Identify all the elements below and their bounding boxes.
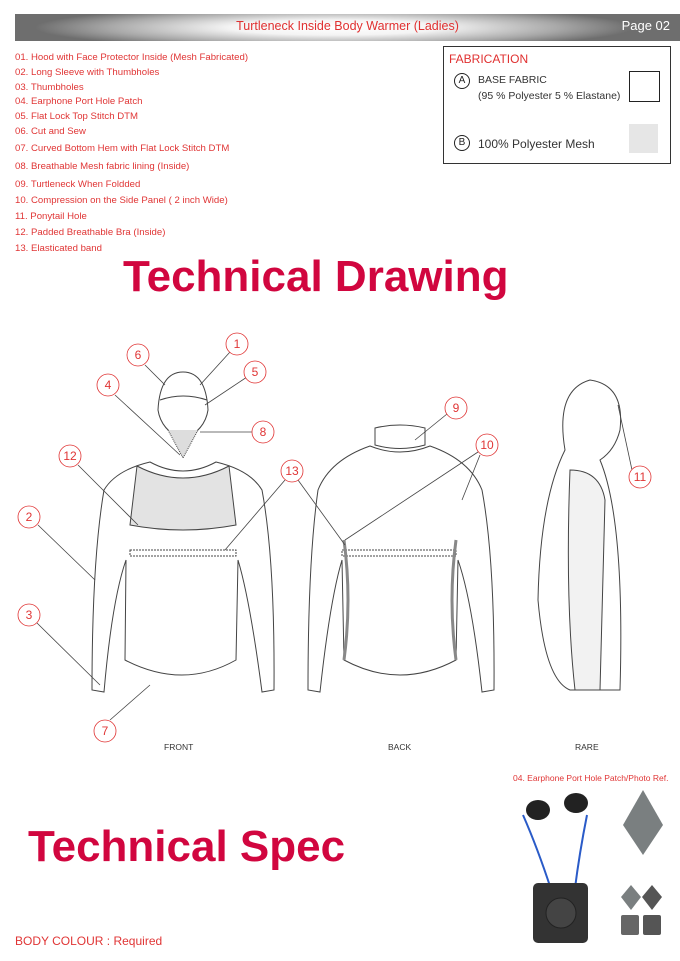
feature-item: 10. Compression on the Side Panel ( 2 inch Wide): [15, 195, 228, 206]
side-view-drawing: [538, 380, 621, 690]
callout-7: 7: [101, 724, 109, 738]
feature-item: 06. Cut and Sew: [15, 126, 86, 137]
back-view-drawing: [308, 425, 494, 692]
callout-4: 4: [104, 378, 112, 392]
callout-leaders: [37, 352, 632, 720]
fabric-b-marker: B: [454, 135, 470, 151]
feature-item: 07. Curved Bottom Hem with Flat Lock Stitch DTM: [15, 143, 230, 154]
fabrication-heading: FABRICATION: [449, 52, 529, 66]
fabric-b-name: 100% Polyester Mesh: [478, 137, 595, 151]
feature-item: 02. Long Sleeve with Thumbholes: [15, 67, 160, 78]
back-view-label: BACK: [388, 742, 412, 752]
feature-item: 08. Breathable Mesh fabric lining (Inside): [15, 161, 190, 172]
fabric-a-marker: A: [454, 73, 470, 89]
body-colour-note: BODY COLOUR : Required: [15, 934, 163, 948]
feature-item: 01. Hood with Face Protector Inside (Mesh Fabricated): [15, 52, 249, 63]
front-view-drawing: [92, 372, 274, 692]
technical-drawing-title: Technical Drawing: [123, 252, 509, 301]
side-view-label: RARE: [575, 742, 599, 752]
feature-item: 05. Flat Lock Top Stitch DTM: [15, 111, 138, 122]
feature-item: 13. Elasticated band: [15, 243, 102, 254]
feature-item: 03. Thumbholes: [15, 82, 84, 93]
callout-1: 1: [233, 337, 241, 351]
feature-item: 11. Ponytail Hole: [15, 211, 87, 222]
callout-11: 11: [633, 470, 647, 484]
callout-9: 9: [452, 401, 460, 415]
front-view-label: FRONT: [164, 742, 194, 752]
feature-item: 09. Turtleneck When Foldded: [15, 179, 141, 190]
callout-markers: [18, 333, 651, 742]
callout-3: 3: [25, 608, 33, 622]
page-number: Page 02: [621, 18, 670, 33]
earphone-patch-photo: [505, 785, 680, 950]
callout-8: 8: [259, 425, 267, 439]
callout-13: 13: [285, 464, 299, 478]
callout-6: 6: [134, 348, 142, 362]
feature-item: 12. Padded Breathable Bra (Inside): [15, 227, 166, 238]
photo-caption: 04. Earphone Port Hole Patch/Photo Ref.: [513, 773, 669, 783]
callout-5: 5: [251, 365, 259, 379]
document-title: Turtleneck Inside Body Warmer (Ladies): [236, 19, 459, 33]
callout-12: 12: [63, 449, 77, 463]
technical-spec-title: Technical Spec: [28, 822, 346, 871]
feature-item: 04. Earphone Port Hole Patch: [15, 96, 143, 107]
callout-10: 10: [480, 438, 494, 452]
fabric-a-composition: (95 % Polyester 5 % Elastane): [478, 90, 621, 102]
fabric-a-name: BASE FABRIC: [478, 74, 547, 86]
callout-2: 2: [25, 510, 33, 524]
